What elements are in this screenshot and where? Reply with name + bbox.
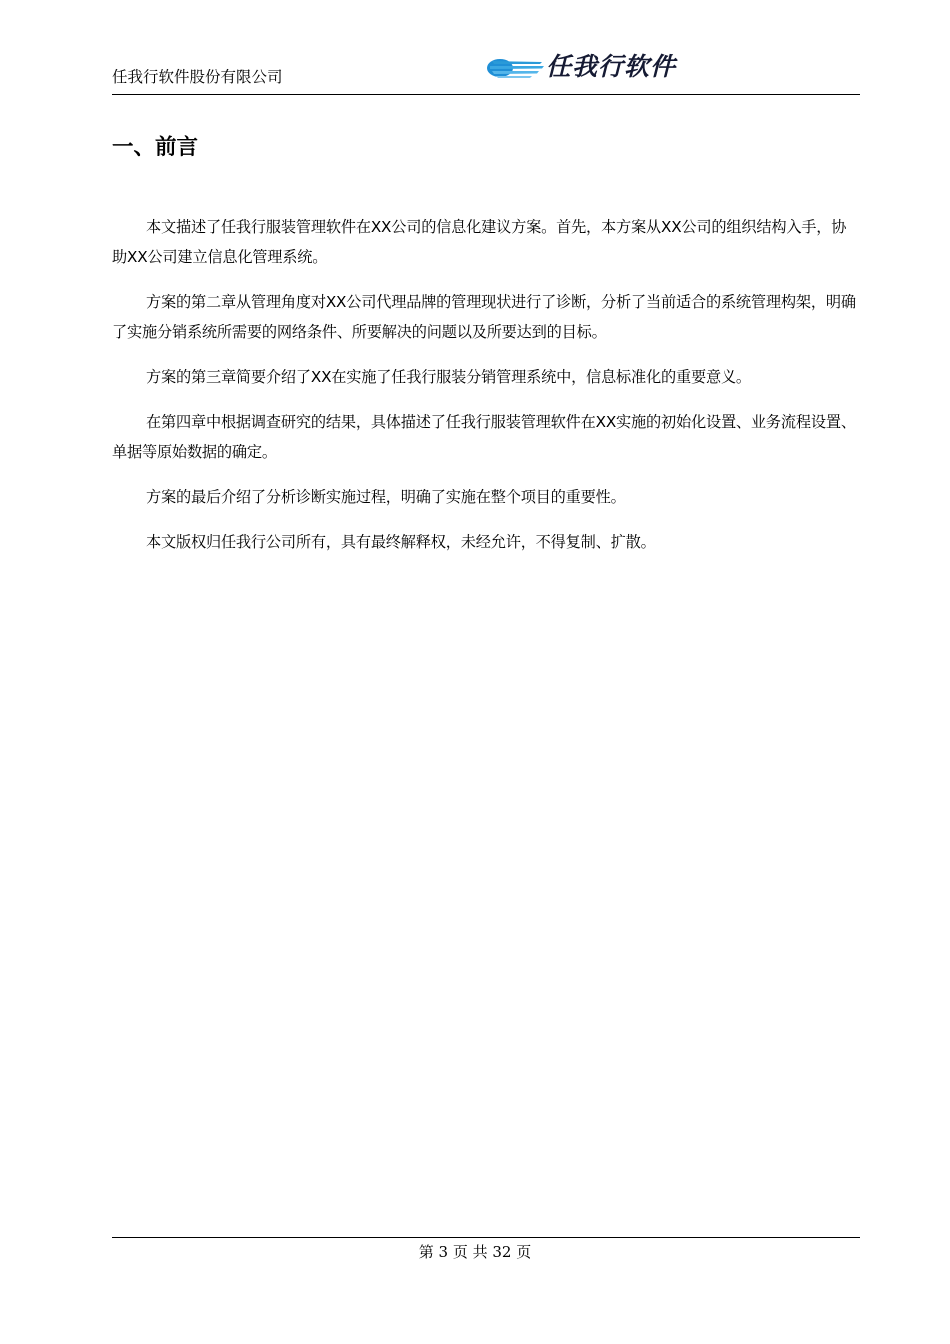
section-heading: 一、前言	[112, 135, 199, 160]
paragraph: 本文描述了任我行服装管理软件在XX公司的信息化建议方案。首先，本方案从XX公司的组织结构入手，协助XX公司建立信息化管理系统。	[112, 218, 847, 266]
page-header	[112, 46, 860, 95]
logo-swoosh-icon	[484, 56, 544, 80]
paragraph: 方案的第二章从管理角度对XX公司代理品牌的管理现状进行了诊断，分析了当前适合的系统管理构架，明确了实施分销系统所需要的网络条件、所要解决的问题以及所要达到的目标。	[112, 293, 856, 341]
paragraph: 本文版权归任我行公司所有，具有最终解释权，未经允许，不得复制、扩散。	[146, 533, 656, 551]
paragraph: 方案的最后介绍了分析诊断实施过程，明确了实施在整个项目的重要性。	[146, 488, 626, 506]
company-name: 任我行软件股份有限公司	[112, 68, 283, 86]
page-number: 第 3 页 共 32 页	[418, 1243, 532, 1261]
paragraph: 方案的第三章简要介绍了XX在实施了任我行服装分销管理系统中，信息标准化的重要意义。	[146, 368, 751, 386]
logo-text: 任我行软件	[546, 52, 677, 81]
footer-divider	[112, 1237, 860, 1238]
company-logo	[484, 52, 734, 82]
section-body	[112, 212, 860, 572]
paragraph: 在第四章中根据调查研究的结果，具体描述了任我行服装管理软件在XX实施的初始化设置、业务流程设置、单据等原始数据的确定。	[112, 413, 856, 461]
